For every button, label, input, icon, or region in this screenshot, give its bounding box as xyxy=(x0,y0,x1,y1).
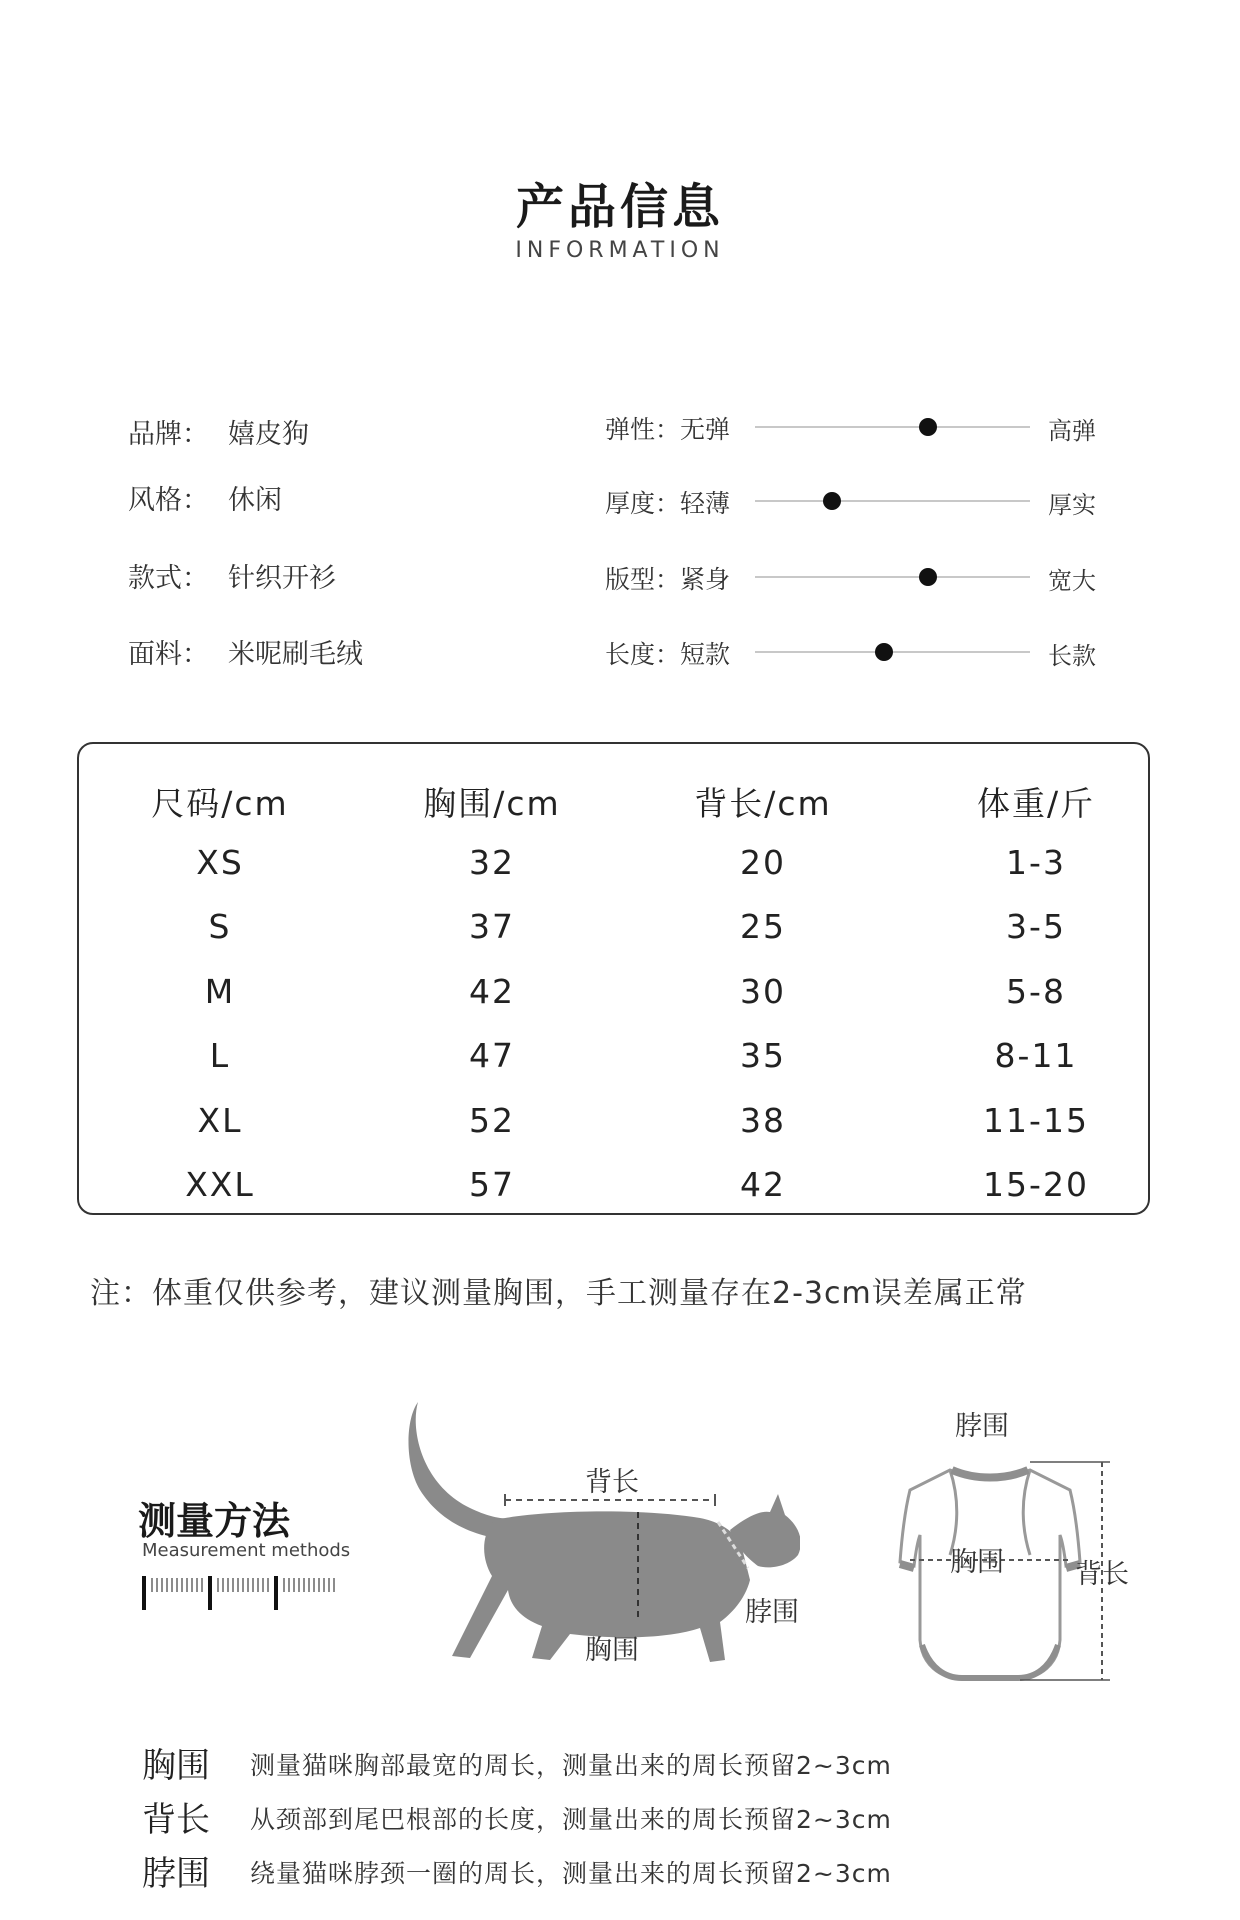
scale-fit-marker xyxy=(919,568,937,586)
scale-thickness-right: 厚实 xyxy=(1048,491,1096,519)
desc-term-chest: 胸围 xyxy=(142,1746,210,1786)
table-cell: S xyxy=(208,907,232,946)
attribute-label: 面料： xyxy=(128,639,209,670)
cat-chest-label: 胸围 xyxy=(585,1635,639,1666)
table-cell: 15-20 xyxy=(983,1165,1089,1204)
table-cell: 25 xyxy=(740,907,786,946)
attribute-type xyxy=(128,556,336,595)
table-cell: 38 xyxy=(740,1101,786,1140)
ruler-icon xyxy=(140,1574,340,1614)
table-cell: M xyxy=(204,972,236,1011)
scale-fit-track xyxy=(755,576,1030,578)
table-cell: 30 xyxy=(740,972,786,1011)
scale-length-right: 长款 xyxy=(1048,642,1096,670)
scale-elasticity-track xyxy=(755,426,1030,428)
table-cell: 11-15 xyxy=(983,1101,1089,1140)
shirt-neck-label: 脖围 xyxy=(955,1411,1009,1442)
desc-text-chest: 测量猫咪胸部最宽的周长，测量出来的周长预留2~3cm xyxy=(250,1751,892,1780)
desc-text-back: 从颈部到尾巴根部的长度，测量出来的周长预留2~3cm xyxy=(250,1805,892,1834)
table-cell: 32 xyxy=(469,843,515,882)
desc-term-neck: 脖围 xyxy=(142,1854,210,1894)
cat-back-label: 背长 xyxy=(585,1467,639,1498)
table-cell: 52 xyxy=(469,1101,515,1140)
scale-thickness-label: 厚度：轻薄 xyxy=(605,489,731,518)
desc-text-neck: 绕量猫咪脖颈一圈的周长，测量出来的周长预留2~3cm xyxy=(250,1859,892,1888)
attribute-fabric xyxy=(128,632,363,671)
table-cell: 57 xyxy=(469,1165,515,1204)
table-cell: 42 xyxy=(469,972,515,1011)
table-cell: 47 xyxy=(469,1036,515,1075)
attribute-value: 针织开衫 xyxy=(228,563,336,594)
measurement-subtitle: Measurement methods xyxy=(142,1540,351,1561)
table-header-size: 尺码/cm xyxy=(151,784,289,823)
table-cell: XXL xyxy=(185,1165,255,1204)
attribute-label: 风格： xyxy=(128,485,209,516)
scale-length-marker xyxy=(875,643,893,661)
scale-thickness-marker xyxy=(823,492,841,510)
page-title: 产品信息 xyxy=(515,179,724,235)
scale-elasticity-right: 高弹 xyxy=(1048,417,1096,445)
table-cell: 5-8 xyxy=(1006,972,1066,1011)
attribute-style xyxy=(128,478,282,517)
attribute-value: 嬉皮狗 xyxy=(228,419,309,450)
cat-neck-label: 脖围 xyxy=(745,1597,799,1628)
table-cell: 3-5 xyxy=(1006,907,1066,946)
scale-length-label: 长度：短款 xyxy=(605,640,731,669)
desc-term-back: 背长 xyxy=(142,1800,210,1840)
table-header-weight: 体重/斤 xyxy=(976,784,1096,823)
shirt-back-label: 背长 xyxy=(1075,1559,1129,1590)
scale-elasticity-label: 弹性：无弹 xyxy=(605,415,731,444)
attribute-brand xyxy=(128,412,309,451)
shirt-chest-label: 胸围 xyxy=(950,1547,1004,1578)
scale-thickness-track xyxy=(755,500,1030,502)
attribute-label: 品牌： xyxy=(128,419,209,450)
size-note: 注：体重仅供参考，建议测量胸围，手工测量存在2-3cm误差属正常 xyxy=(90,1276,1027,1311)
attribute-value: 休闲 xyxy=(228,485,282,516)
table-cell: 8-11 xyxy=(994,1036,1078,1075)
table-header-chest: 胸围/cm xyxy=(423,784,561,823)
table-cell: 20 xyxy=(740,843,786,882)
table-cell: 1-3 xyxy=(1006,843,1066,882)
table-cell: L xyxy=(209,1036,231,1075)
table-header-back: 背长/cm xyxy=(694,784,832,823)
attribute-value: 米呢刷毛绒 xyxy=(228,639,363,670)
scale-elasticity-marker xyxy=(919,418,937,436)
attribute-label: 款式： xyxy=(128,563,209,594)
table-cell: XL xyxy=(197,1101,243,1140)
table-cell: 42 xyxy=(740,1165,786,1204)
scale-fit-right: 宽大 xyxy=(1048,567,1096,595)
page-subtitle: INFORMATION xyxy=(515,238,725,263)
scale-fit-label: 版型：紧身 xyxy=(605,565,731,594)
table-cell: 37 xyxy=(469,907,515,946)
table-cell: 35 xyxy=(740,1036,786,1075)
table-cell: XS xyxy=(196,843,244,882)
measurement-title: 测量方法 xyxy=(138,1499,291,1543)
